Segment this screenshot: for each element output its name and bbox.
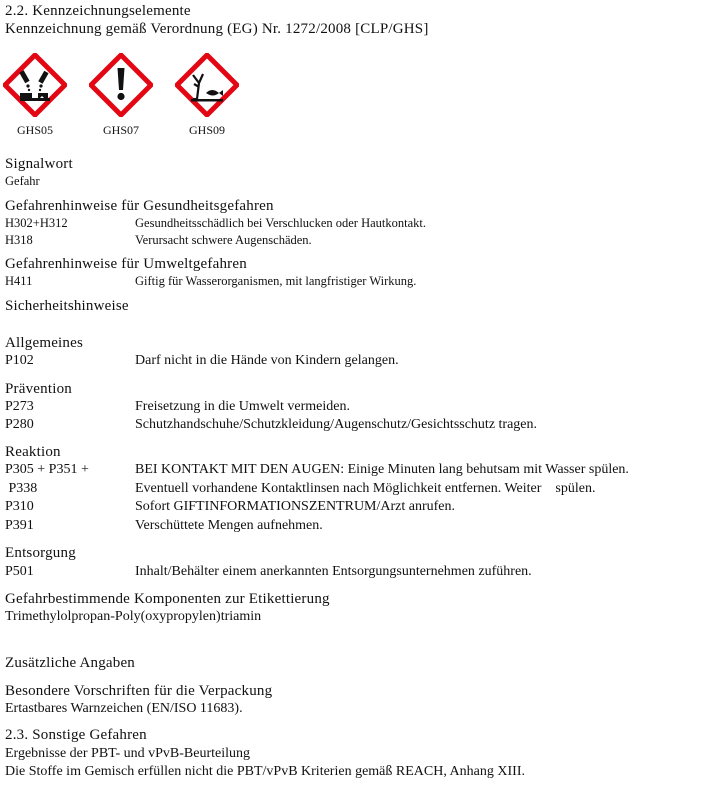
precaution-code: P501 bbox=[5, 564, 34, 579]
precaution-text: Verschüttete Mengen aufnehmen. bbox=[135, 518, 323, 533]
packaging-value: Ertastbares Warnzeichen (EN/ISO 11683). bbox=[5, 701, 243, 716]
env-hazards-heading: Gefahrenhinweise für Umweltgefahren bbox=[5, 256, 247, 272]
hazard-code: H302+H312 bbox=[5, 216, 68, 230]
precaution-text: Sofort GIFTINFORMATIONSZENTRUM/Arzt anrufen. bbox=[135, 499, 456, 514]
exclamation-icon bbox=[89, 53, 153, 117]
precaution-code: P102 bbox=[5, 353, 34, 368]
precaution-text: Schutzhandschuhe/Schutzkleidung/Augenschutz/Gesichtsschutz tragen. bbox=[135, 417, 538, 432]
additional-heading: Zusätzliche Angaben bbox=[5, 655, 136, 671]
precaution-code: P305 + P351 + bbox=[5, 462, 89, 477]
hazard-text: Verursacht schwere Augenschäden. bbox=[135, 233, 312, 247]
precaution-text: Eventuell vorhandene Kontaktlinsen nach Möglichkeit entfernen. Weiter spülen. bbox=[135, 481, 596, 496]
precaution-text: Inhalt/Behälter einem anerkannten Entsorgungsunternehmen zuführen. bbox=[135, 564, 532, 579]
safety-heading: Sicherheitshinweise bbox=[5, 298, 129, 314]
hazard-text: Giftig für Wasserorganismen, mit langfristiger Wirkung. bbox=[135, 274, 417, 288]
precaution-code: P280 bbox=[5, 417, 34, 432]
section-heading: 2.3. Sonstige Gefahren bbox=[5, 727, 147, 743]
precaution-code: P338 bbox=[5, 481, 38, 496]
environment-icon bbox=[175, 53, 239, 117]
disposal-heading: Entsorgung bbox=[5, 545, 76, 561]
health-hazards-heading: Gefahrenhinweise für Gesundheitsgefahren bbox=[5, 198, 274, 214]
precaution-code: P391 bbox=[5, 518, 34, 533]
hazard-code: H318 bbox=[5, 233, 33, 247]
pictogram-label: GHS07 bbox=[102, 123, 139, 137]
prevention-heading: Prävention bbox=[5, 381, 72, 397]
hazard-code: H411 bbox=[5, 274, 33, 288]
pbt-text: Die Stoffe im Gemisch erfüllen nicht die PBT/vPvB Kriterien gemäß REACH, Anhang XIII. bbox=[5, 764, 525, 779]
components-heading: Gefahrbestimmende Komponenten zur Etikettierung bbox=[5, 591, 330, 607]
pictogram-label: GHS05 bbox=[16, 123, 53, 137]
hazard-text: Gesundheitsschädlich bei Verschlucken oder Hautkontakt. bbox=[135, 216, 427, 230]
general-heading: Allgemeines bbox=[5, 335, 84, 351]
precaution-code: P310 bbox=[5, 499, 34, 514]
packaging-heading: Besondere Vorschriften für die Verpackung bbox=[5, 683, 273, 699]
precaution-text: Freisetzung in die Umwelt vermeiden. bbox=[135, 399, 350, 414]
section-subheading: Kennzeichnung gemäß Verordnung (EG) Nr. 1272/2008 [CLP/GHS] bbox=[5, 21, 429, 37]
pictogram-label: GHS09 bbox=[188, 123, 225, 137]
corrosion-icon bbox=[3, 53, 67, 117]
pbt-subheading: Ergebnisse der PBT- und vPvB-Beurteilung bbox=[5, 746, 250, 761]
precaution-text: BEI KONTAKT MIT DEN AUGEN: Einige Minuten lang behutsam mit Wasser spülen. bbox=[135, 462, 629, 477]
section-heading: 2.2. Kennzeichnungselemente bbox=[5, 3, 191, 19]
signal-word-value: Gefahr bbox=[5, 174, 40, 188]
precaution-text: Darf nicht in die Hände von Kindern gelangen. bbox=[135, 353, 399, 368]
reaction-heading: Reaktion bbox=[5, 444, 61, 460]
precaution-code: P273 bbox=[5, 399, 34, 414]
signal-word-label: Signalwort bbox=[5, 156, 73, 172]
components-value: Trimethylolpropan-Poly(oxypropylen)triamin bbox=[5, 609, 262, 624]
